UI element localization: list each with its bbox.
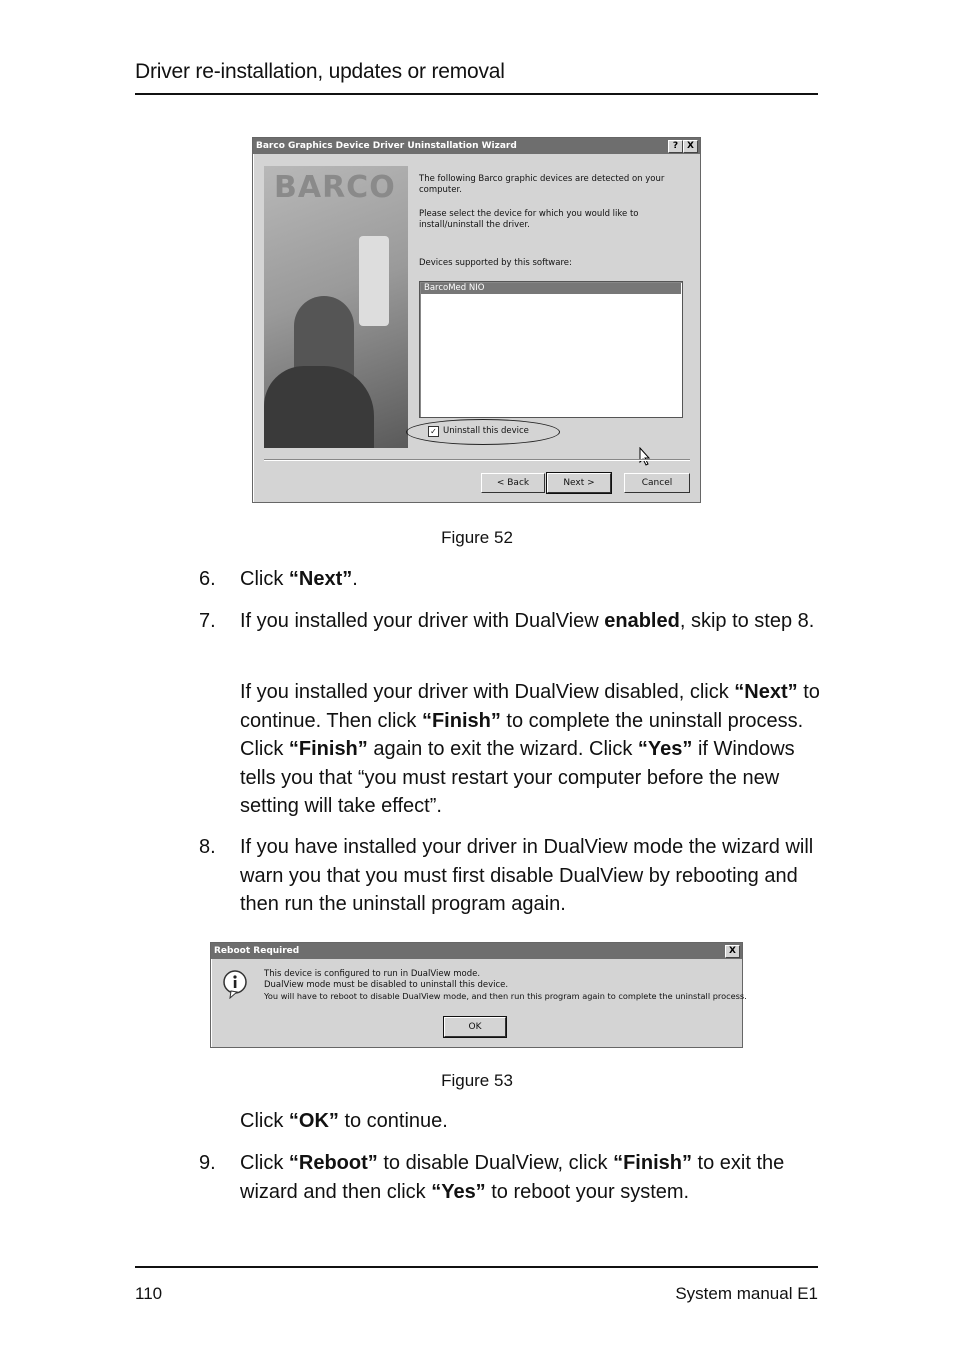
step-9-number: 9. (199, 1152, 216, 1174)
step-7-number: 7. (199, 610, 216, 632)
reboot-close-button[interactable]: X (725, 945, 740, 958)
wizard-title-bar (253, 138, 700, 154)
reboot-title-bar (211, 943, 742, 959)
uninstall-checkbox-label: Uninstall this device (443, 426, 529, 436)
step-7-text: If you installed your driver with DualView enabled, skip to step 8. (240, 610, 815, 632)
manual-title: System manual E1 (675, 1284, 818, 1303)
reboot-required-window (210, 942, 747, 1048)
mouse-cursor-icon (639, 447, 651, 467)
devices-label: Devices supported by this software: (419, 258, 572, 268)
wizard-intro-text: The following Barco graphic devices are detected on your computer. (419, 174, 665, 195)
cancel-button[interactable]: Cancel (624, 473, 690, 493)
wizard-side-image (264, 166, 408, 448)
figure-53-caption: Figure 53 (441, 1071, 513, 1090)
next-button[interactable]: Next > (547, 473, 611, 493)
reboot-message-line-3: You will have to reboot to disable DualView mode, and then run this program again to complete the uninstall process. (264, 991, 747, 1001)
barco-logo: BARCO (274, 170, 396, 205)
help-button[interactable]: ? (668, 140, 683, 153)
step-7-paragraph-2: If you installed your driver with DualView disabled, click “Next” to continue. Then click “Finish” to complete the uninstall process. Click “Finish” again to exit the wizard. Click “Yes” if Windows tells you that “you must restart your computer before the new setting will take effect”. (240, 681, 820, 817)
page-header-title: Driver re-installation, updates or removal (135, 60, 505, 83)
uninstall-wizard-window (252, 137, 701, 503)
step-9-text: Click “Reboot” to disable DualView, click “Finish” to exit the wizard and then click “Yes” to reboot your system. (240, 1152, 785, 1203)
back-button[interactable]: < Back (481, 473, 545, 493)
monitor-glow (359, 236, 389, 326)
footer-rule (135, 1266, 818, 1268)
step-6-number: 6. (199, 568, 216, 590)
silhouette-body (264, 366, 374, 448)
ok-instruction: Click “OK” to continue. (240, 1110, 448, 1132)
reboot-message-line-1: This device is configured to run in DualView mode. (264, 969, 481, 979)
uninstall-checkbox[interactable]: ✓ (428, 426, 439, 437)
step-6-text: Click “Next”. (240, 568, 358, 590)
figure-52-caption: Figure 52 (441, 528, 513, 547)
step-8-text: If you have installed your driver in DualView mode the wizard will warn you that you must first disable DualView by rebooting and then run the uninstall program again. (240, 836, 814, 915)
reboot-message-line-2: DualView mode must be disabled to uninstall this device. (264, 980, 509, 990)
page-number: 110 (135, 1284, 163, 1303)
wizard-title: Barco Graphics Device Driver Uninstallation Wizard (256, 141, 517, 151)
wizard-select-text: Please select the device for which you would like to install/uninstall the driver. (419, 209, 639, 230)
ok-button[interactable]: OK (444, 1017, 506, 1037)
wizard-separator (264, 459, 690, 461)
devices-listbox[interactable] (419, 281, 683, 418)
info-icon (222, 969, 250, 999)
reboot-title: Reboot Required (214, 946, 300, 956)
header-rule (135, 93, 818, 95)
close-button[interactable]: X (683, 140, 698, 153)
step-8-number: 8. (199, 836, 216, 858)
device-list-item[interactable]: BarcoMed NIO (421, 283, 681, 294)
